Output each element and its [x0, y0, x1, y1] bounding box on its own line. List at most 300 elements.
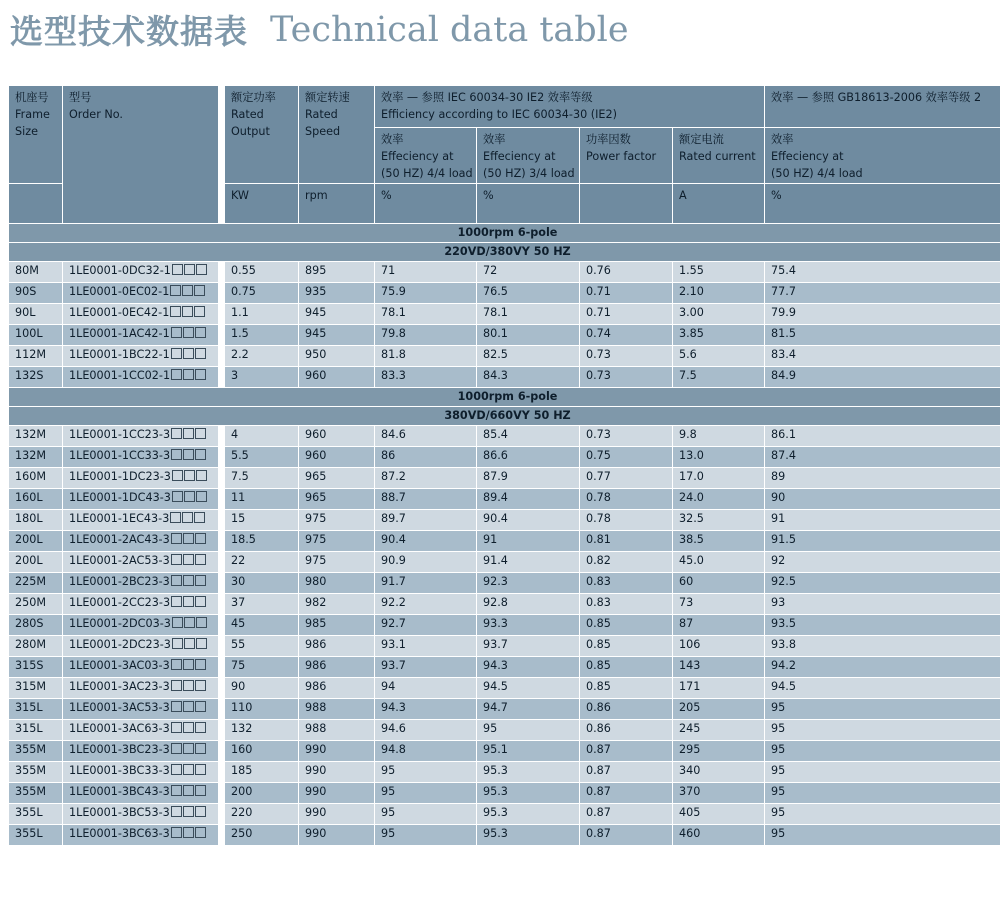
cell-order-no — [63, 367, 219, 388]
cell-efficiency-three-quarter-load: 80.1 — [477, 325, 580, 346]
section-speed-label: 1000rpm 6-pole — [9, 224, 1000, 243]
placeholder-box-icon — [183, 533, 194, 544]
placeholder-box-icon — [183, 659, 194, 670]
cell-efficiency-three-quarter-load: 95 — [477, 720, 580, 741]
cell-power-factor: 0.87 — [580, 825, 673, 846]
placeholder-box-icon — [183, 827, 194, 838]
cell-rated-current: 7.5 — [673, 367, 765, 388]
cell-rated-current: 460 — [673, 825, 765, 846]
cell-rated-current: 3.00 — [673, 304, 765, 325]
placeholder-box-icon — [171, 785, 182, 796]
placeholder-box-icon — [195, 806, 206, 817]
placeholder-box-icon — [170, 512, 181, 523]
cell-rated-current: 24.0 — [673, 489, 765, 510]
header-gb-efficiency: 效率 Effeciency at (50 HZ) 4/4 load — [765, 128, 1000, 184]
cell-frame-size: 132M — [9, 426, 63, 447]
placeholder-box-icon — [172, 264, 183, 275]
placeholder-box-icon — [182, 512, 193, 523]
cell-efficiency-full-load: 90.4 — [375, 531, 477, 552]
cell-rated-speed: 950 — [299, 346, 375, 367]
cell-rated-speed: 895 — [299, 262, 375, 283]
cell-gb-efficiency: 87.4 — [765, 447, 1000, 468]
order-no-text: 1LE0001-2DC03-3 — [69, 617, 171, 630]
placeholder-box-icon — [195, 449, 206, 460]
cell-power-factor: 0.75 — [580, 447, 673, 468]
cell-power-factor: 0.74 — [580, 325, 673, 346]
cell-efficiency-three-quarter-load: 78.1 — [477, 304, 580, 325]
table-row — [9, 510, 1000, 531]
cell-gb-efficiency: 93.8 — [765, 636, 1000, 657]
order-no-text: 1LE0001-1BC22-1 — [69, 348, 170, 361]
cell-rated-speed: 990 — [299, 804, 375, 825]
cell-frame-size: 315L — [9, 720, 63, 741]
cell-frame-size: 112M — [9, 346, 63, 367]
table-row — [9, 720, 1000, 741]
cell-order-no — [63, 804, 219, 825]
cell-gb-efficiency: 91 — [765, 510, 1000, 531]
cell-gb-efficiency: 86.1 — [765, 426, 1000, 447]
cell-rated-current: 9.8 — [673, 426, 765, 447]
table-row — [9, 762, 1000, 783]
cell-efficiency-full-load: 83.3 — [375, 367, 477, 388]
cell-efficiency-three-quarter-load: 94.3 — [477, 657, 580, 678]
cell-gb-efficiency: 95 — [765, 762, 1000, 783]
cell-rated-speed: 935 — [299, 283, 375, 304]
placeholder-box-icon — [172, 638, 183, 649]
cell-rated-output: 250 — [225, 825, 299, 846]
cell-rated-output: 55 — [225, 636, 299, 657]
cell-efficiency-three-quarter-load: 93.7 — [477, 636, 580, 657]
cell-rated-speed: 975 — [299, 552, 375, 573]
placeholder-box-icon — [171, 806, 182, 817]
cell-gb-efficiency: 77.7 — [765, 283, 1000, 304]
cell-gb-efficiency: 79.9 — [765, 304, 1000, 325]
cell-efficiency-three-quarter-load: 95.3 — [477, 783, 580, 804]
title-english: Technical data table — [270, 9, 629, 50]
order-no-text: 1LE0001-0EC02-1 — [69, 285, 170, 298]
table-row — [9, 447, 1000, 468]
order-no-text: 1LE0001-2DC23-3 — [69, 638, 171, 651]
order-no-text: 1LE0001-3BC23-3 — [69, 743, 170, 756]
cell-rated-speed: 975 — [299, 510, 375, 531]
cell-frame-size: 355M — [9, 741, 63, 762]
cell-frame-size: 90S — [9, 283, 63, 304]
cell-efficiency-full-load: 93.7 — [375, 657, 477, 678]
order-no-text: 1LE0001-1CC33-3 — [69, 449, 171, 462]
placeholder-box-icon — [183, 596, 194, 607]
placeholder-box-icon — [194, 306, 205, 317]
cell-rated-speed: 960 — [299, 367, 375, 388]
cell-rated-speed: 986 — [299, 657, 375, 678]
cell-rated-output: 200 — [225, 783, 299, 804]
order-no-text: 1LE0001-3BC43-3 — [69, 785, 170, 798]
placeholder-box-icon — [171, 533, 182, 544]
header-rated-current: 额定电流 Rated current — [673, 128, 765, 184]
placeholder-box-icon — [183, 348, 194, 359]
cell-gb-efficiency: 90 — [765, 489, 1000, 510]
cell-frame-size: 132S — [9, 367, 63, 388]
cell-rated-current: 1.55 — [673, 262, 765, 283]
cell-gb-efficiency: 95 — [765, 825, 1000, 846]
cell-rated-current: 13.0 — [673, 447, 765, 468]
cell-order-no — [63, 531, 219, 552]
cell-rated-output: 18.5 — [225, 531, 299, 552]
cell-frame-size: 315M — [9, 678, 63, 699]
placeholder-box-icon — [183, 785, 194, 796]
cell-order-no — [63, 636, 219, 657]
order-no-text: 1LE0001-3AC53-3 — [69, 701, 170, 714]
cell-efficiency-full-load: 94 — [375, 678, 477, 699]
cell-rated-output: 110 — [225, 699, 299, 720]
order-no-text: 1LE0001-3AC03-3 — [69, 659, 170, 672]
cell-order-no — [63, 262, 219, 283]
cell-power-factor: 0.85 — [580, 678, 673, 699]
placeholder-box-icon — [183, 806, 194, 817]
placeholder-box-icon — [183, 680, 194, 691]
cell-rated-speed: 990 — [299, 741, 375, 762]
cell-gb-efficiency: 83.4 — [765, 346, 1000, 367]
placeholder-box-icon — [195, 701, 206, 712]
cell-rated-speed: 945 — [299, 304, 375, 325]
header-rated-output: 额定功率 Rated Output — [225, 86, 299, 184]
cell-power-factor: 0.78 — [580, 510, 673, 531]
cell-rated-current: 32.5 — [673, 510, 765, 531]
cell-rated-current: 87 — [673, 615, 765, 636]
cell-rated-current: 17.0 — [673, 468, 765, 489]
order-no-text: 1LE0001-2BC23-3 — [69, 575, 170, 588]
cell-frame-size: 355L — [9, 804, 63, 825]
cell-efficiency-full-load: 92.2 — [375, 594, 477, 615]
placeholder-box-icon — [195, 743, 206, 754]
cell-efficiency-full-load: 95 — [375, 783, 477, 804]
order-no-text: 1LE0001-3BC63-3 — [69, 827, 170, 840]
order-no-text: 1LE0001-0EC42-1 — [69, 306, 170, 319]
placeholder-box-icon — [183, 743, 194, 754]
placeholder-box-icon — [184, 638, 195, 649]
placeholder-box-icon — [184, 264, 195, 275]
order-no-text: 1LE0001-2CC23-3 — [69, 596, 171, 609]
cell-rated-output: 4 — [225, 426, 299, 447]
cell-efficiency-three-quarter-load: 92.3 — [477, 573, 580, 594]
cell-efficiency-three-quarter-load: 94.7 — [477, 699, 580, 720]
placeholder-box-icon — [183, 575, 194, 586]
cell-efficiency-full-load: 88.7 — [375, 489, 477, 510]
section-voltage-header — [9, 243, 1000, 262]
cell-frame-size: 132M — [9, 447, 63, 468]
cell-rated-output: 220 — [225, 804, 299, 825]
cell-order-no — [63, 720, 219, 741]
placeholder-box-icon — [171, 428, 182, 439]
cell-power-factor: 0.85 — [580, 615, 673, 636]
cell-rated-speed: 945 — [299, 325, 375, 346]
placeholder-box-icon — [183, 554, 194, 565]
cell-power-factor: 0.83 — [580, 594, 673, 615]
cell-efficiency-three-quarter-load: 91 — [477, 531, 580, 552]
cell-order-no — [63, 325, 219, 346]
cell-rated-speed: 960 — [299, 447, 375, 468]
cell-efficiency-three-quarter-load: 90.4 — [477, 510, 580, 531]
cell-order-no — [63, 741, 219, 762]
table-row — [9, 657, 1000, 678]
cell-order-no — [63, 594, 219, 615]
table-row — [9, 489, 1000, 510]
cell-rated-output: 45 — [225, 615, 299, 636]
cell-efficiency-three-quarter-load: 94.5 — [477, 678, 580, 699]
order-no-text: 1LE0001-0DC32-1 — [69, 264, 171, 277]
cell-order-no — [63, 657, 219, 678]
cell-order-no — [63, 489, 219, 510]
placeholder-box-icon — [195, 785, 206, 796]
placeholder-box-icon — [194, 285, 205, 296]
cell-power-factor: 0.86 — [580, 699, 673, 720]
placeholder-box-icon — [195, 680, 206, 691]
cell-power-factor: 0.71 — [580, 304, 673, 325]
section-speed-header — [9, 224, 1000, 243]
cell-efficiency-full-load: 95 — [375, 804, 477, 825]
cell-efficiency-three-quarter-load: 92.8 — [477, 594, 580, 615]
placeholder-box-icon — [183, 764, 194, 775]
cell-order-no — [63, 762, 219, 783]
cell-power-factor: 0.86 — [580, 720, 673, 741]
placeholder-box-icon — [195, 659, 206, 670]
cell-frame-size: 90L — [9, 304, 63, 325]
cell-order-no — [63, 825, 219, 846]
order-no-text: 1LE0001-1DC43-3 — [69, 491, 171, 504]
cell-efficiency-three-quarter-load: 89.4 — [477, 489, 580, 510]
cell-rated-current: 60 — [673, 573, 765, 594]
cell-efficiency-three-quarter-load: 95.1 — [477, 741, 580, 762]
header-rated-speed: 额定转速 Rated Speed — [299, 86, 375, 184]
placeholder-box-icon — [171, 701, 182, 712]
cell-rated-current: 3.85 — [673, 325, 765, 346]
header-order-no: 型号 Order No. — [63, 86, 219, 224]
placeholder-box-icon — [195, 764, 206, 775]
table-row — [9, 531, 1000, 552]
cell-rated-speed: 988 — [299, 699, 375, 720]
cell-frame-size: 160M — [9, 468, 63, 489]
cell-efficiency-three-quarter-load: 72 — [477, 262, 580, 283]
header-unit-gb-eff: % — [765, 184, 1000, 224]
cell-efficiency-full-load: 86 — [375, 447, 477, 468]
section-speed-header — [9, 388, 1000, 407]
cell-power-factor: 0.73 — [580, 367, 673, 388]
cell-rated-speed: 985 — [299, 615, 375, 636]
cell-order-no — [63, 783, 219, 804]
cell-rated-output: 0.75 — [225, 283, 299, 304]
table-row — [9, 304, 1000, 325]
cell-rated-speed: 986 — [299, 636, 375, 657]
cell-frame-size: 160L — [9, 489, 63, 510]
placeholder-box-icon — [171, 722, 182, 733]
placeholder-box-icon — [183, 369, 194, 380]
placeholder-box-icon — [171, 743, 182, 754]
table-row — [9, 283, 1000, 304]
section-speed-label: 1000rpm 6-pole — [9, 388, 1000, 407]
placeholder-box-icon — [195, 554, 206, 565]
placeholder-box-icon — [170, 306, 181, 317]
cell-rated-output: 132 — [225, 720, 299, 741]
placeholder-box-icon — [196, 617, 207, 628]
cell-power-factor: 0.85 — [580, 636, 673, 657]
placeholder-box-icon — [171, 369, 182, 380]
cell-order-no — [63, 447, 219, 468]
table-row — [9, 699, 1000, 720]
section-voltage-label: 220VD/380VY 50 HZ — [9, 243, 1000, 262]
section-voltage-label: 380VD/660VY 50 HZ — [9, 407, 1000, 426]
table-row — [9, 573, 1000, 594]
table-row — [9, 552, 1000, 573]
cell-rated-current: 340 — [673, 762, 765, 783]
cell-rated-speed: 990 — [299, 825, 375, 846]
header-unit-eff44: % — [375, 184, 477, 224]
cell-rated-output: 11 — [225, 489, 299, 510]
header-efficiency-three-quarter-load: 效率 Effeciency at (50 HZ) 3/4 load — [477, 128, 580, 184]
table-row — [9, 678, 1000, 699]
cell-frame-size: 200L — [9, 531, 63, 552]
cell-power-factor: 0.87 — [580, 804, 673, 825]
order-no-text: 1LE0001-1AC42-1 — [69, 327, 170, 340]
cell-rated-output: 160 — [225, 741, 299, 762]
table-row — [9, 426, 1000, 447]
placeholder-box-icon — [172, 617, 183, 628]
cell-rated-speed: 990 — [299, 762, 375, 783]
placeholder-box-icon — [194, 512, 205, 523]
cell-order-no — [63, 468, 219, 489]
cell-rated-output: 15 — [225, 510, 299, 531]
placeholder-box-icon — [195, 533, 206, 544]
table-row — [9, 615, 1000, 636]
cell-gb-efficiency: 93 — [765, 594, 1000, 615]
cell-efficiency-full-load: 95 — [375, 762, 477, 783]
header-gb-efficiency-group: 效率 — 参照 GB18613-2006 效率等级 2 — [765, 86, 1000, 128]
cell-rated-speed: 965 — [299, 489, 375, 510]
cell-rated-current: 171 — [673, 678, 765, 699]
cell-efficiency-full-load: 94.8 — [375, 741, 477, 762]
order-no-text: 1LE0001-1DC23-3 — [69, 470, 171, 483]
placeholder-box-icon — [171, 327, 182, 338]
cell-efficiency-full-load: 81.8 — [375, 346, 477, 367]
cell-efficiency-full-load: 93.1 — [375, 636, 477, 657]
cell-rated-speed: 965 — [299, 468, 375, 489]
cell-rated-output: 37 — [225, 594, 299, 615]
cell-frame-size: 355L — [9, 825, 63, 846]
cell-gb-efficiency: 84.9 — [765, 367, 1000, 388]
cell-rated-current: 370 — [673, 783, 765, 804]
placeholder-box-icon — [195, 722, 206, 733]
cell-efficiency-full-load: 92.7 — [375, 615, 477, 636]
order-no-text: 1LE0001-3BC53-3 — [69, 806, 170, 819]
placeholder-box-icon — [195, 827, 206, 838]
cell-efficiency-three-quarter-load: 93.3 — [477, 615, 580, 636]
cell-frame-size: 250M — [9, 594, 63, 615]
cell-power-factor: 0.85 — [580, 657, 673, 678]
cell-power-factor: 0.82 — [580, 552, 673, 573]
header-power-factor: 功率因数 Power factor — [580, 128, 673, 184]
cell-efficiency-full-load: 78.1 — [375, 304, 477, 325]
cell-gb-efficiency: 95 — [765, 804, 1000, 825]
table-row — [9, 636, 1000, 657]
cell-efficiency-three-quarter-load: 76.5 — [477, 283, 580, 304]
cell-power-factor: 0.83 — [580, 573, 673, 594]
placeholder-box-icon — [171, 680, 182, 691]
cell-efficiency-full-load: 94.3 — [375, 699, 477, 720]
cell-rated-current: 405 — [673, 804, 765, 825]
table-row — [9, 783, 1000, 804]
cell-efficiency-three-quarter-load: 91.4 — [477, 552, 580, 573]
cell-frame-size: 225M — [9, 573, 63, 594]
placeholder-box-icon — [183, 428, 194, 439]
cell-gb-efficiency: 95 — [765, 699, 1000, 720]
table-row — [9, 468, 1000, 489]
table-row — [9, 325, 1000, 346]
header-frame-size: 机座号 Frame Size — [9, 86, 63, 184]
header-unit-rpm: rpm — [299, 184, 375, 224]
cell-rated-current: 143 — [673, 657, 765, 678]
table-row — [9, 825, 1000, 846]
order-no-text: 1LE0001-1EC43-3 — [69, 512, 170, 525]
cell-rated-output: 185 — [225, 762, 299, 783]
placeholder-box-icon — [183, 327, 194, 338]
header-unit-eff34: % — [477, 184, 580, 224]
cell-order-no — [63, 573, 219, 594]
cell-rated-output: 5.5 — [225, 447, 299, 468]
cell-efficiency-full-load: 94.6 — [375, 720, 477, 741]
cell-efficiency-three-quarter-load: 95.3 — [477, 762, 580, 783]
order-no-text: 1LE0001-3AC63-3 — [69, 722, 170, 735]
cell-rated-output: 2.2 — [225, 346, 299, 367]
cell-power-factor: 0.81 — [580, 531, 673, 552]
cell-order-no — [63, 552, 219, 573]
cell-efficiency-three-quarter-load: 95.3 — [477, 804, 580, 825]
placeholder-box-icon — [195, 428, 206, 439]
cell-order-no — [63, 426, 219, 447]
placeholder-box-icon — [196, 491, 207, 502]
cell-order-no — [63, 678, 219, 699]
cell-order-no — [63, 699, 219, 720]
placeholder-box-icon — [171, 449, 182, 460]
table-row — [9, 804, 1000, 825]
placeholder-box-icon — [171, 554, 182, 565]
cell-efficiency-full-load: 84.6 — [375, 426, 477, 447]
cell-gb-efficiency: 95 — [765, 720, 1000, 741]
cell-rated-output: 7.5 — [225, 468, 299, 489]
placeholder-box-icon — [195, 348, 206, 359]
cell-frame-size: 355M — [9, 762, 63, 783]
cell-frame-size: 200L — [9, 552, 63, 573]
cell-rated-output: 75 — [225, 657, 299, 678]
cell-gb-efficiency: 92 — [765, 552, 1000, 573]
placeholder-box-icon — [196, 470, 207, 481]
cell-efficiency-three-quarter-load: 86.6 — [477, 447, 580, 468]
cell-rated-current: 205 — [673, 699, 765, 720]
cell-rated-current: 73 — [673, 594, 765, 615]
cell-order-no — [63, 346, 219, 367]
placeholder-box-icon — [183, 722, 194, 733]
table-row — [9, 741, 1000, 762]
cell-gb-efficiency: 89 — [765, 468, 1000, 489]
cell-rated-speed: 975 — [299, 531, 375, 552]
cell-frame-size: 355M — [9, 783, 63, 804]
cell-gb-efficiency: 94.5 — [765, 678, 1000, 699]
cell-gb-efficiency: 75.4 — [765, 262, 1000, 283]
placeholder-box-icon — [184, 491, 195, 502]
page-title — [10, 6, 629, 58]
cell-rated-output: 90 — [225, 678, 299, 699]
section-voltage-header — [9, 407, 1000, 426]
cell-power-factor: 0.73 — [580, 346, 673, 367]
placeholder-box-icon — [171, 827, 182, 838]
cell-gb-efficiency: 81.5 — [765, 325, 1000, 346]
